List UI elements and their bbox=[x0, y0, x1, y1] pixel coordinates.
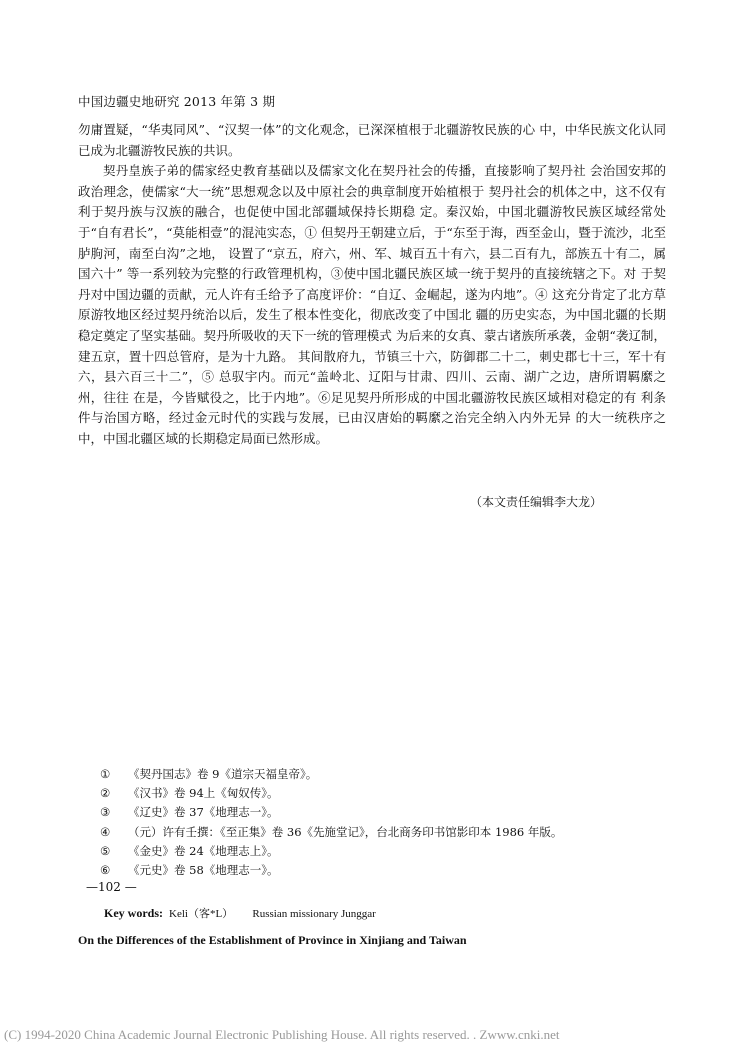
footnote-mark: ⑤ bbox=[100, 843, 111, 858]
footnote-mark: ① bbox=[100, 767, 111, 781]
article-body bbox=[78, 120, 666, 450]
english-article-title: On the Differences of the Establishment of Province in Xinjiang and Taiwan bbox=[78, 933, 467, 947]
footnote-mark: ② bbox=[100, 786, 111, 801]
footnote-text: 《金史》卷 24《地理志上》。 bbox=[128, 843, 279, 858]
footnote-text: （元）许有壬撰：《至正集》卷 36《先施堂记》，台北商务印书馆影印本 1986 年版。 bbox=[128, 824, 563, 839]
body-paragraph: 契丹皇族子弟的儒家经史教育基础以及儒家文化在契丹社会的传播，直接影响了契丹社 会治国安邦的政治理念，使儒家“大一统”思想观念以及中原社会的典章制度开始植根于 契丹社会的机体之中，这不仅有利于契丹族与汉族的融合，也促使中国北部疆域保持长期稳 定。秦汉始，中国北疆游牧民族区域经常处于“自有君长”，“莫能相壹”的混沌实态，① 但契丹王朝建立后，于“东至于海，西至金山，暨于流沙，北至胪朐河，南至白沟”之地， 设置了“京五，府六，州、军、城百五十有六，县二百有九，部族五十有二，属国六十” 等一系列较为完整的行政管理机构，③使中国北疆民族区域一统于契丹的直接统辖之下。对 于契丹对中国边疆的贡献，元人许有壬给予了高度评价：“自辽、金崛起，遂为内地”。④ 这充分肯定了北方草原游牧地区经过契丹统治以后，发生了根本性变化，彻底改变了中国北 疆的历史实态，为中国北疆的长期稳定奠定了坚实基础。契丹所吸收的天下一统的管理模式 为后来的女真、蒙古诸族所承袭，金朝“袭辽制，建五京，置十四总管府，是为十九路。 其间散府九，节镇三十六，防御郡二十二，刺史郡七十三，军十有六，县六百三十二”，⑤ 总驭宇内。而元“盖岭北、辽阳与甘肃、四川、云南、湖广之边，唐所谓羁縻之州，往往 在是，今皆赋役之，比于内地”。⑥足见契丹所形成的中国北疆游牧民族区域相对稳定的有 利条件与治国方略，经过金元时代的实践与发展，已由汉唐始的羁縻之治完全纳入内外无异 的大一统秩序之中，中国北疆区域的长期稳定局面已然形成。 bbox=[78, 163, 666, 446]
journal-header: 中国边疆史地研究 2013 年第 3 期 bbox=[78, 94, 276, 109]
keywords-line bbox=[104, 905, 376, 921]
editor-note: （本文责任编辑李大龙） bbox=[470, 495, 603, 509]
footnote-list bbox=[100, 765, 562, 880]
footnote-text: 《元史》卷 58《地理志一》。 bbox=[128, 863, 279, 878]
footnote-item bbox=[100, 765, 562, 784]
keywords-terms: Keli（客*L） Russian missionary Junggar bbox=[169, 908, 376, 920]
footnote-mark: ④ bbox=[100, 824, 111, 839]
body-paragraph: 勿庸置疑，“华夷同风”、“汉契一体”的文化观念，已深深植根于北疆游牧民族的心 中，中华民族文化认同已成为北疆游牧民族的共识。 bbox=[78, 122, 666, 158]
footnote-item bbox=[100, 842, 562, 861]
keywords-label: Key words: bbox=[104, 906, 163, 920]
footnote-item bbox=[100, 784, 562, 803]
footnote-item bbox=[100, 861, 562, 880]
footnote-mark: ③ bbox=[100, 805, 111, 820]
footnote-item bbox=[100, 823, 562, 842]
footnote-text: 《契丹国志》卷 9《道宗天福皇帝》。 bbox=[128, 767, 318, 781]
footnote-text: 《汉书》卷 94上《匈奴传》。 bbox=[128, 786, 279, 801]
copyright-watermark: (C) 1994-2020 China Academic Journal Electronic Publishing House. All rights reserved. . Zwww.cnki.net bbox=[4, 1027, 560, 1042]
footnote-item bbox=[100, 803, 562, 822]
page-number: —102 — bbox=[86, 880, 137, 894]
footnote-text: 《辽史》卷 37《地理志一》。 bbox=[128, 805, 279, 820]
footnote-mark: ⑥ bbox=[100, 863, 111, 878]
